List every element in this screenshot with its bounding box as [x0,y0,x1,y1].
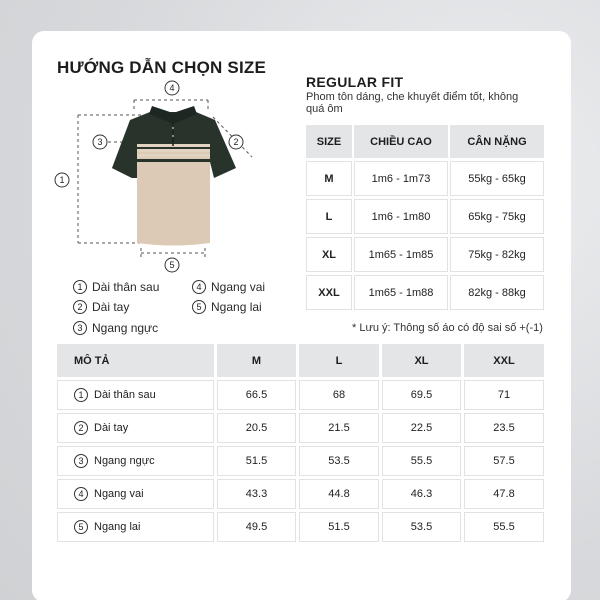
value-cell: 43.3 [217,479,296,509]
weight-cell: 65kg - 75kg [450,199,544,234]
value-cell: 20.5 [217,413,296,443]
tolerance-note: * Lưu ý: Thông số áo có độ sai số +(-1) [352,322,543,334]
height-cell: 1m6 - 1m73 [354,161,448,196]
value-cell: 47.8 [464,479,544,509]
page-title: HƯỚNG DẪN CHỌN SIZE [57,58,267,77]
legend-label: Ngang vai [211,280,266,294]
value-cell: 51.5 [299,512,379,542]
number-badge: 2 [73,300,87,314]
legend-label: Dài tay [92,300,130,314]
row-label-text: Dài thân sau [94,389,156,401]
fit-title: REGULAR FIT [306,74,404,90]
number-badge: 4 [192,280,206,294]
row-label [57,512,214,542]
legend-item-4 [192,280,265,294]
value-cell: 22.5 [382,413,461,443]
value-cell: 53.5 [299,446,379,476]
fit-description: Phom tôn dáng, che khuyết điểm tốt, không quá ôm [306,91,519,115]
marker-3: 3 [97,137,103,147]
row-label [57,479,214,509]
height-cell: 1m65 - 1m85 [354,237,448,272]
height-header: CHIỀU CAO [354,125,448,158]
value-cell: 23.5 [464,413,544,443]
value-cell: 68 [299,380,379,410]
size-cell: XXL [306,275,352,310]
value-cell: 51.5 [217,446,296,476]
weight-cell: 82kg - 88kg [450,275,544,310]
size-cell: L [306,199,352,234]
legend-item-2 [73,300,129,314]
legend-label: Dài thân sau [92,280,160,294]
legend-item-5 [192,300,262,314]
legend-item-3 [73,321,158,335]
number-badge: 2 [74,421,88,435]
height-cell: 1m65 - 1m88 [354,275,448,310]
row-label-text: Ngang lai [94,521,141,533]
value-cell: 21.5 [299,413,379,443]
marker-4: 4 [169,83,175,93]
number-badge: 5 [74,520,88,534]
col-header-xxl: XXL [464,344,544,377]
col-header-l: L [299,344,379,377]
number-badge: 1 [73,280,87,294]
value-cell: 46.3 [382,479,461,509]
marker-2: 2 [233,137,239,147]
value-cell: 66.5 [217,380,296,410]
legend-label: Ngang lai [211,300,262,314]
value-cell: 55.5 [382,446,461,476]
number-badge: 4 [74,487,88,501]
number-badge: 5 [192,300,206,314]
row-label [57,446,214,476]
legend-item-1 [73,280,159,294]
number-badge: 3 [74,454,88,468]
value-cell: 57.5 [464,446,544,476]
row-label [57,413,214,443]
size-cell: M [306,161,352,196]
value-cell: 44.8 [299,479,379,509]
col-header-m: M [217,344,296,377]
marker-1: 1 [59,175,65,185]
number-badge: 3 [73,321,87,335]
row-label-text: Ngang ngực [94,455,155,467]
value-cell: 69.5 [382,380,461,410]
weight-header: CÂN NẶNG [450,125,544,158]
desc-header: MÔ TẢ [57,344,214,377]
row-label-text: Dài tay [94,422,129,434]
value-cell: 49.5 [217,512,296,542]
col-header-xl: XL [382,344,461,377]
value-cell: 71 [464,380,544,410]
row-label [57,380,214,410]
legend-label: Ngang ngực [92,321,159,335]
size-cell: XL [306,237,352,272]
size-header: SIZE [306,125,352,158]
weight-cell: 75kg - 82kg [450,237,544,272]
weight-cell: 55kg - 65kg [450,161,544,196]
height-cell: 1m6 - 1m80 [354,199,448,234]
value-cell: 53.5 [382,512,461,542]
number-badge: 1 [74,388,88,402]
row-label-text: Ngang vai [94,488,144,500]
marker-5: 5 [169,260,175,270]
value-cell: 55.5 [464,512,544,542]
